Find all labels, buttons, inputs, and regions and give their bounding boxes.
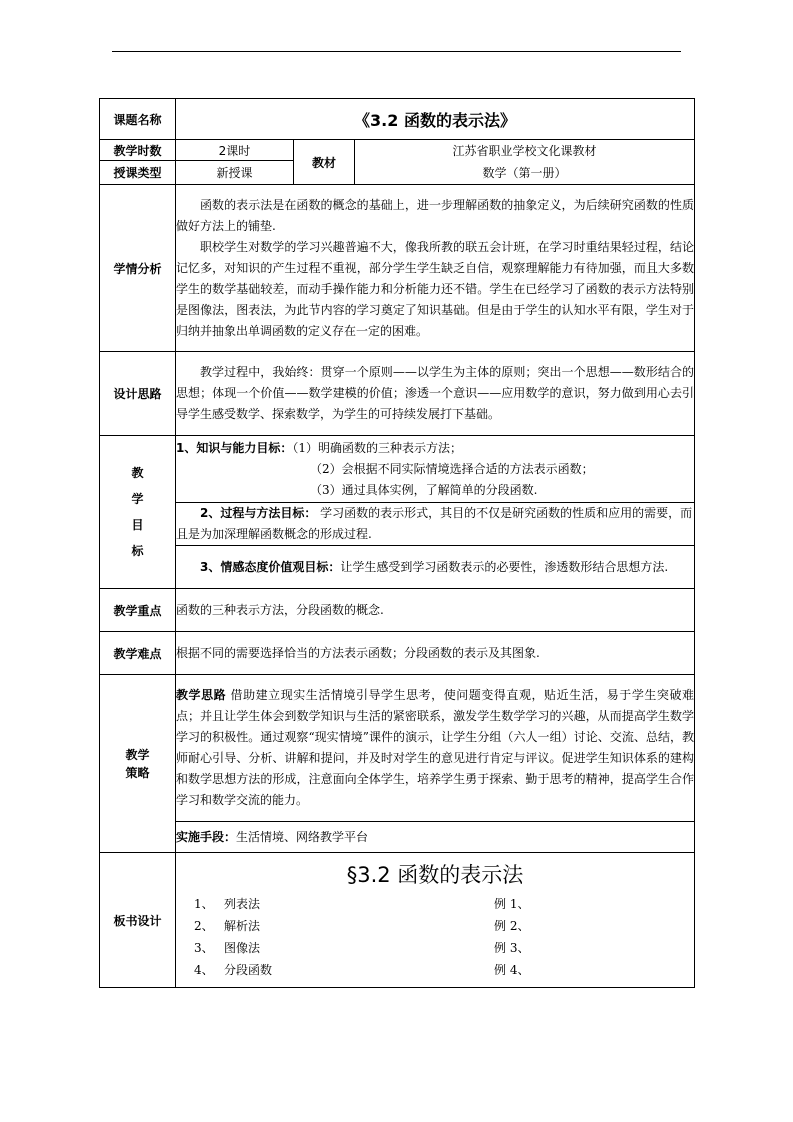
board-row-example: 例 1、 [494,897,530,911]
board-row-method: 分段函数 [224,963,273,977]
hours-value: 2课时 [176,140,294,161]
goal-process-body: 学习函数的表示形式，其目的不仅是研究函数的性质和应用的需要，而且是为加深理解函数概念的形成过程. [176,506,693,541]
goal-emotion [176,546,695,589]
goal-process-title: 2、过程与方法目标： [200,506,317,520]
board-content [176,853,695,988]
row-goal-1 [100,436,695,503]
goal-knowledge-item-1: （1）明确函数的三种表示方法； [292,440,462,455]
strategy-means-title: 实施手段： [176,829,237,844]
goals-label-char-2: 学 [131,492,144,506]
row-board [100,853,695,988]
textbook-line1: 江苏省职业学校文化课教材 [452,144,597,158]
board-row-example: 例 3、 [494,941,530,955]
goals-label-char-4: 标 [131,544,144,558]
row-difficulty [100,632,695,675]
board-row-number: 1、 [194,897,214,911]
row-design [100,352,695,436]
row-strategy-means [100,822,695,853]
row-analysis [100,185,695,352]
row-goal-2 [100,503,695,546]
board-row [176,959,694,981]
board-row-number: 4、 [194,963,214,977]
topic-value: 《3.2 函数的表示法》 [176,99,695,140]
lesson-plan-table [99,98,695,988]
analysis-label: 学情分析 [100,185,176,352]
key-point-label: 教学重点 [100,589,176,632]
goal-knowledge-item-3: （3）通过具体实例，了解简单的分段函数. [310,482,538,497]
board-row-method: 列表法 [224,897,261,911]
board-row [176,915,694,937]
row-goal-3 [100,546,695,589]
goals-label-char-1: 教 [131,466,144,480]
topic-label: 课题名称 [100,99,176,140]
goal-emotion-body: 让学生感受到学习函数表示的必要性，渗透数形结合思想方法. [340,559,669,574]
goal-knowledge [176,436,695,503]
strategy-means [176,822,695,853]
goal-knowledge-item-2: （2）会根据不同实际情境选择合适的方法表示函数； [310,461,594,476]
design-label: 设计思路 [100,352,176,436]
design-paragraph: 教学过程中，我始终：贯穿一个原则——以学生为主体的原则；突出一个思想——数形结合的思想；体现一个价值——数学建模的价值；渗透一个意识——应用数学的意识，努力做到用心去引导学生感受数学、探索数学，为学生的可持续发展打下基础。 [176,365,695,421]
board-row-number: 2、 [194,919,214,933]
key-point-text: 函数的三种表示方法，分段函数的概念. [176,589,695,632]
row-strategy-idea [100,675,695,822]
header-rule [112,51,681,52]
strategy-label-line-2: 策略 [125,765,150,780]
strategy-idea-title: 教学思路 [176,688,227,702]
analysis-content [176,185,695,352]
board-row-number: 3、 [194,941,214,955]
board-row [176,937,694,959]
board-row-method: 解析法 [224,919,261,933]
row-topic [100,99,695,140]
analysis-paragraph-1: 函数的表示法是在函数的概念的基础上，进一步理解函数的抽象定义，为后续研究函数的性质做好方法上的铺垫. [176,197,695,233]
board-title: §3.2 函数的表示法 [346,863,524,887]
strategy-idea-text: 借助建立现实生活情境引导学生思考，使问题变得直观，贴近生活，易于学生突破难点；并且让学生体会到数学知识与生活的紧密联系，激发学生数学学习的兴趣，从而提高学生数学学习的积极性。通过观察“现实情境”课件的演示，让学生分组（六人一组）讨论、交流、总结，教师耐心引导、分析、讲解和提问，并及时对学生的意见进行肯定与评议。促进学生知识体系的建构和数学思想方法的形成，注意面向全体学生，培养学生勇于探索、勤于思考的精神，提高学生合作学习和数学交流的能力。 [176,688,695,807]
goals-label [100,436,176,589]
textbook-value [355,140,695,185]
textbook-label: 教材 [294,140,355,185]
board-row-method: 图像法 [224,941,261,955]
board-row-example: 例 4、 [494,963,530,977]
goal-knowledge-title: 1、知识与能力目标： [176,440,293,455]
analysis-paragraph-2: 职校学生对数学的学习兴趣普遍不大，像我所教的联五会计班，在学习时重结果轻过程，结论记忆多，对知识的产生过程不重视，部分学生学生缺乏自信，观察理解能力有待加强，而且大多数学生的数学基础较差，而动手操作能力和分析能力还不错。学生在已经学习了函数的表示方法特别是图像法，图表法，为此节内容的学习奠定了知识基础。但是由于学生的认知水平有限，学生对于归纳并抽象出单调函数的定义存在一定的困难。 [176,239,695,338]
goal-emotion-text [176,557,694,578]
strategy-label [100,675,176,853]
difficulty-label: 教学难点 [100,632,176,675]
board-row-example: 例 2、 [494,919,530,933]
type-value: 新授课 [176,161,294,185]
textbook-line2: 数学（第一册） [482,166,567,180]
strategy-label-line-1: 教学 [125,747,150,762]
row-key-point [100,589,695,632]
board-row [176,893,694,915]
strategy-means-text: 生活情境、网络教学平台 [236,829,369,844]
row-hours [100,140,695,161]
type-label: 授课类型 [100,161,176,185]
goal-process-text [176,503,694,545]
hours-label: 教学时数 [100,140,176,161]
strategy-idea [176,675,695,822]
board-label: 板书设计 [100,853,176,988]
goals-label-char-3: 目 [131,518,144,532]
goal-emotion-title: 3、情感态度价值观目标： [200,559,341,574]
goal-process [176,503,695,546]
goal-knowledge-line-1 [176,438,694,459]
design-content [176,352,695,436]
difficulty-text: 根据不同的需要选择恰当的方法表示函数；分段函数的表示及其图象. [176,632,695,675]
